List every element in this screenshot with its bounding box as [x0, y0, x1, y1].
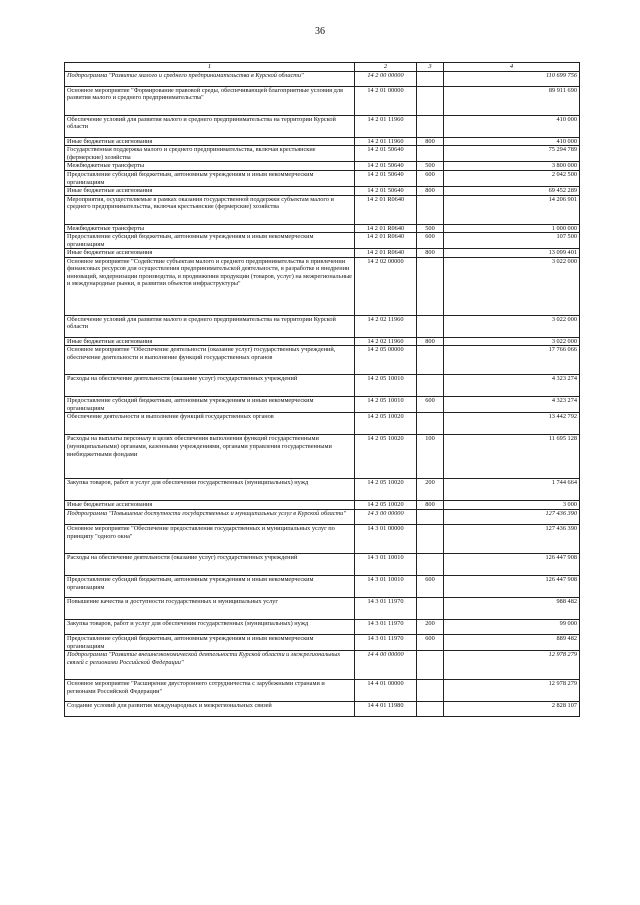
row-name-cell: Создание условий для развития международных и межрегиональных связей — [65, 702, 355, 717]
row-sum-cell: 75 294 789 — [444, 146, 580, 162]
row-name-cell: Предоставление субсидий бюджетным, автономным учреждениям и иным некоммерческим организациям — [65, 576, 355, 598]
table-row — [65, 249, 580, 258]
table-row — [65, 576, 580, 598]
row-vr-cell: 800 — [417, 501, 444, 510]
row-vr-cell — [417, 525, 444, 554]
row-sum-cell: 2 828 107 — [444, 702, 580, 717]
row-code-cell: 14 2 05 10020 — [355, 413, 417, 435]
row-name-cell: Предоставление субсидий бюджетным, автономным учреждениям и иным некоммерческим организациям — [65, 233, 355, 249]
row-sum-cell: 11 695 128 — [444, 435, 580, 479]
row-sum-cell: 410 000 — [444, 115, 580, 137]
row-name-cell: Обеспечение деятельности и выполнение функций государственных органов — [65, 413, 355, 435]
row-code-cell: 14 4 01 00000 — [355, 680, 417, 702]
row-name-cell: Мероприятия, осуществляемые в рамках оказания государственной поддержки субъектам малого и среднего предпринимательства, включая крестьянские (фермерские) хозяйства — [65, 195, 355, 224]
row-name-cell: Основное мероприятие "Обеспечение предоставления государственных и муниципальных услуг по принципу "одного окна" — [65, 525, 355, 554]
row-code-cell: 14 2 01 50640 — [355, 162, 417, 171]
table-row — [65, 525, 580, 554]
row-code-cell: 14 2 05 10010 — [355, 375, 417, 397]
row-sum-cell: 69 452 289 — [444, 187, 580, 196]
row-sum-cell: 14 206 901 — [444, 195, 580, 224]
row-name-cell: Подпрограмма "Развитие внешнеэкономической деятельности Курской области и межрегиональных связей с регионами Российской Федерации" — [65, 651, 355, 680]
table-row — [65, 680, 580, 702]
table-row — [65, 257, 580, 315]
budget-table — [64, 62, 580, 717]
table-row — [65, 702, 580, 717]
row-code-cell: 14 2 00 00000 — [355, 71, 417, 86]
row-name-cell: Повышение качества и доступности государственных и муниципальных услуг — [65, 598, 355, 620]
row-vr-cell: 800 — [417, 249, 444, 258]
row-sum-cell: 13 442 792 — [444, 413, 580, 435]
row-vr-cell — [417, 598, 444, 620]
row-vr-cell: 500 — [417, 162, 444, 171]
row-vr-cell: 600 — [417, 576, 444, 598]
row-vr-cell: 600 — [417, 635, 444, 651]
row-vr-cell — [417, 413, 444, 435]
row-sum-cell: 17 766 066 — [444, 346, 580, 375]
row-vr-cell: 600 — [417, 233, 444, 249]
row-vr-cell — [417, 257, 444, 315]
row-vr-cell — [417, 195, 444, 224]
row-vr-cell: 600 — [417, 397, 444, 413]
table-row — [65, 115, 580, 137]
row-vr-cell — [417, 554, 444, 576]
row-name-cell: Закупка товаров, работ и услуг для обеспечения государственных (муниципальных) нужд — [65, 479, 355, 501]
row-name-cell: Закупка товаров, работ и услуг для обеспечения государственных (муниципальных) нужд — [65, 620, 355, 635]
table-row — [65, 162, 580, 171]
column-header: 4 — [444, 63, 580, 72]
row-name-cell: Иные бюджетные ассигнования — [65, 249, 355, 258]
row-sum-cell: 107 500 — [444, 233, 580, 249]
row-sum-cell: 12 978 279 — [444, 651, 580, 680]
row-code-cell: 14 2 01 50640 — [355, 187, 417, 196]
table-row — [65, 554, 580, 576]
table-row — [65, 170, 580, 186]
row-sum-cell: 1 744 664 — [444, 479, 580, 501]
row-name-cell: Иные бюджетные ассигнования — [65, 187, 355, 196]
row-code-cell: 14 2 05 10020 — [355, 435, 417, 479]
table-row — [65, 346, 580, 375]
row-sum-cell: 13 099 401 — [444, 249, 580, 258]
row-code-cell: 14 2 02 00000 — [355, 257, 417, 315]
row-name-cell: Государственная поддержка малого и среднего предпринимательства, включая крестьянские (фермерские) хозяйства — [65, 146, 355, 162]
table-row — [65, 510, 580, 525]
row-vr-cell — [417, 651, 444, 680]
row-sum-cell: 126 447 908 — [444, 554, 580, 576]
row-vr-cell — [417, 510, 444, 525]
table-row — [65, 501, 580, 510]
row-sum-cell: 1 000 000 — [444, 224, 580, 233]
table-row — [65, 598, 580, 620]
row-code-cell: 14 2 05 10020 — [355, 501, 417, 510]
row-code-cell: 14 2 01 R0640 — [355, 233, 417, 249]
table-row — [65, 146, 580, 162]
table-row — [65, 635, 580, 651]
table-row — [65, 86, 580, 115]
row-sum-cell: 3 022 000 — [444, 337, 580, 346]
row-code-cell: 14 4 00 00000 — [355, 651, 417, 680]
row-name-cell: Предоставление субсидий бюджетным, автономным учреждениям и иным некоммерческим организациям — [65, 635, 355, 651]
row-code-cell: 14 3 01 11970 — [355, 620, 417, 635]
row-name-cell: Расходы на выплаты персоналу в целях обеспечения выполнения функций государственными (муниципальными) органами, казенными учреждениями, органами управления государственными внебюджетными фондами — [65, 435, 355, 479]
row-sum-cell: 889 482 — [444, 635, 580, 651]
row-code-cell: 14 2 02 11960 — [355, 337, 417, 346]
row-name-cell: Расходы на обеспечение деятельности (оказание услуг) государственных учреждений — [65, 554, 355, 576]
row-code-cell: 14 2 02 11960 — [355, 315, 417, 337]
row-name-cell: Подпрограмма "Повышение доступности государственных и муниципальных услуг в Курской области" — [65, 510, 355, 525]
row-sum-cell: 3 800 000 — [444, 162, 580, 171]
row-sum-cell: 12 978 279 — [444, 680, 580, 702]
row-vr-cell: 800 — [417, 337, 444, 346]
row-vr-cell: 800 — [417, 187, 444, 196]
row-code-cell: 14 4 01 11980 — [355, 702, 417, 717]
row-name-cell: Расходы на обеспечение деятельности (оказание услуг) государственных учреждений — [65, 375, 355, 397]
row-code-cell: 14 2 01 50640 — [355, 146, 417, 162]
row-name-cell: Иные бюджетные ассигнования — [65, 337, 355, 346]
table-row — [65, 233, 580, 249]
row-vr-cell: 600 — [417, 170, 444, 186]
row-code-cell: 14 2 01 R0640 — [355, 224, 417, 233]
row-vr-cell — [417, 346, 444, 375]
table-row — [65, 137, 580, 146]
row-vr-cell — [417, 315, 444, 337]
row-name-cell: Основное мероприятие "Содействие субъектам малого и среднего предпринимательства в привлечении финансовых ресурсов для осуществления предпринимательской деятельности, в разработке и внедрении инноваций, модернизации производства, в продвижении продукции (товаров, услуг) на межрегиональные и международные рынки, в развитии объектов инфраструктуры" — [65, 257, 355, 315]
table-row — [65, 479, 580, 501]
row-sum-cell: 988 482 — [444, 598, 580, 620]
row-name-cell: Предоставление субсидий бюджетным, автономным учреждениям и иным некоммерческим организациям — [65, 397, 355, 413]
table-header-row — [65, 63, 580, 72]
table-row — [65, 195, 580, 224]
row-name-cell: Предоставление субсидий бюджетным, автономным учреждениям и иным некоммерческим организациям — [65, 170, 355, 186]
row-name-cell: Иные бюджетные ассигнования — [65, 137, 355, 146]
row-code-cell: 14 2 05 00000 — [355, 346, 417, 375]
table-row — [65, 224, 580, 233]
row-code-cell: 14 2 05 10010 — [355, 397, 417, 413]
row-vr-cell — [417, 115, 444, 137]
row-sum-cell: 3 022 000 — [444, 257, 580, 315]
row-vr-cell — [417, 86, 444, 115]
row-vr-cell: 500 — [417, 224, 444, 233]
row-sum-cell: 3 000 — [444, 501, 580, 510]
row-name-cell: Основное мероприятие "Расширение двустороннего сотрудничества с зарубежными странами и регионами Российской Федерации" — [65, 680, 355, 702]
row-vr-cell: 800 — [417, 137, 444, 146]
column-header: 2 — [355, 63, 417, 72]
row-code-cell: 14 3 01 11970 — [355, 635, 417, 651]
row-vr-cell — [417, 71, 444, 86]
row-code-cell: 14 2 01 11960 — [355, 137, 417, 146]
row-sum-cell: 126 447 908 — [444, 576, 580, 598]
column-header: 1 — [65, 63, 355, 72]
row-sum-cell: 99 000 — [444, 620, 580, 635]
column-header: 3 — [417, 63, 444, 72]
row-vr-cell — [417, 375, 444, 397]
table-row — [65, 435, 580, 479]
row-code-cell: 14 3 01 10010 — [355, 554, 417, 576]
row-sum-cell: 89 911 690 — [444, 86, 580, 115]
table-row — [65, 337, 580, 346]
row-sum-cell: 410 000 — [444, 137, 580, 146]
row-code-cell: 14 2 01 R0640 — [355, 249, 417, 258]
row-name-cell: Межбюджетные трансферты — [65, 162, 355, 171]
row-vr-cell — [417, 702, 444, 717]
row-vr-cell: 100 — [417, 435, 444, 479]
row-code-cell: 14 2 05 10020 — [355, 479, 417, 501]
row-code-cell: 14 3 01 00000 — [355, 525, 417, 554]
row-name-cell: Обеспечение условий для развития малого и среднего предпринимательства на территории Курской области — [65, 115, 355, 137]
row-sum-cell: 127 436 390 — [444, 525, 580, 554]
row-name-cell: Иные бюджетные ассигнования — [65, 501, 355, 510]
table-row — [65, 71, 580, 86]
row-sum-cell: 110 699 756 — [444, 71, 580, 86]
row-code-cell: 14 3 01 10010 — [355, 576, 417, 598]
row-code-cell: 14 3 01 11970 — [355, 598, 417, 620]
table-row — [65, 620, 580, 635]
row-code-cell: 14 2 01 R0640 — [355, 195, 417, 224]
table-row — [65, 413, 580, 435]
row-name-cell: Основное мероприятие "Обеспечение деятельности (оказание услуг) государственных учреждений, обеспечение деятельности и выполнение функций государственных органов — [65, 346, 355, 375]
page-number: 36 — [315, 26, 325, 37]
row-name-cell: Обеспечение условий для развития малого и среднего предпринимательства на территории Курской области — [65, 315, 355, 337]
table-row — [65, 315, 580, 337]
row-vr-cell — [417, 146, 444, 162]
row-name-cell: Межбюджетные трансферты — [65, 224, 355, 233]
table-row — [65, 651, 580, 680]
row-name-cell: Подпрограмма "Развитие малого и среднего предпринимательства в Курской области" — [65, 71, 355, 86]
row-vr-cell: 200 — [417, 479, 444, 501]
row-code-cell: 14 2 01 50640 — [355, 170, 417, 186]
row-vr-cell — [417, 680, 444, 702]
row-vr-cell: 200 — [417, 620, 444, 635]
table-row — [65, 375, 580, 397]
row-sum-cell: 127 436 390 — [444, 510, 580, 525]
row-sum-cell: 4 323 274 — [444, 397, 580, 413]
row-sum-cell: 3 022 000 — [444, 315, 580, 337]
row-code-cell: 14 2 01 00000 — [355, 86, 417, 115]
row-code-cell: 14 3 00 00000 — [355, 510, 417, 525]
row-sum-cell: 4 323 274 — [444, 375, 580, 397]
row-name-cell: Основное мероприятие "Формирование правовой среды, обеспечивающей благоприятные условия для развития малого и среднего предпринимательства" — [65, 86, 355, 115]
row-code-cell: 14 2 01 11960 — [355, 115, 417, 137]
table-row — [65, 397, 580, 413]
table-row — [65, 187, 580, 196]
row-sum-cell: 2 042 500 — [444, 170, 580, 186]
